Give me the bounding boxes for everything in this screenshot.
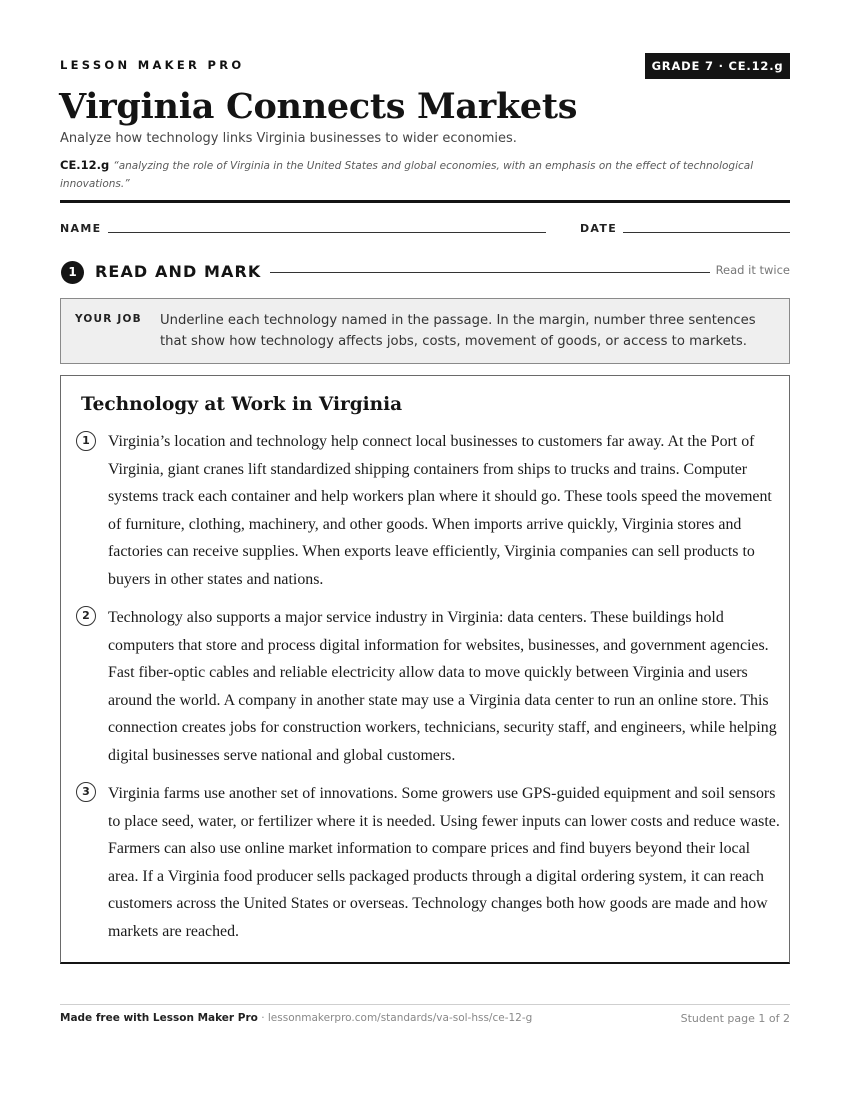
standard-code: CE.12.g	[60, 158, 110, 172]
instructions-label: YOUR JOB	[75, 313, 142, 325]
reading-passage	[60, 375, 790, 964]
section-divider	[270, 272, 710, 273]
section-title: READ AND MARK	[95, 262, 262, 281]
footer-credit	[60, 1012, 532, 1024]
page-subtitle: Analyze how technology links Virginia businesses to wider economies.	[60, 131, 517, 146]
instructions-box	[60, 298, 790, 364]
passage-paragraph: Technology also supports a major service industry in Virginia: data centers. These buildings hold computers that store and process digital information for websites, businesses, and government agencies. Fast fiber-optic cables and reliable electricity allow data to move quickly between Virginia and users around the world. A company in another state may use a Virginia data center to run an online store. This connection creates jobs for construction workers, technicians, security staff, and engineers, while helping digital businesses serve national and global customers.	[108, 609, 777, 764]
standard-description	[60, 156, 790, 193]
header-divider	[60, 200, 790, 203]
name-label: NAME	[60, 222, 102, 235]
standard-text: “analyzing the role of Virginia in the United States and global economies, with an emphasis on the effect of technological innovations.”	[60, 160, 754, 190]
footer-separator: ·	[257, 1012, 268, 1024]
date-field[interactable]	[623, 232, 790, 233]
section-number-badge: 1	[61, 261, 84, 284]
passage-paragraph: Virginia farms use another set of innovations. Some growers use GPS-guided equipment and soil sensors to place seed, water, or fertilizer where it is needed. Using fewer inputs can lower costs and reduce waste. Farmers can also use online market information to compare prices and find buyers beyond their local area. If a Virginia food producer sells packaged products through a digital ordering system, it can reach customers across the United States or overseas. Technology changes both how goods are made and how markets are reached.	[108, 785, 780, 940]
paragraph-number-badge: 2	[76, 606, 96, 626]
paragraph-number-badge: 1	[76, 431, 96, 451]
footer-url[interactable]: lessonmakerpro.com/standards/va-sol-hss/ce-12-g	[267, 1012, 533, 1024]
paragraph-number-badge: 3	[76, 782, 96, 802]
passage-title: Technology at Work in Virginia	[81, 394, 403, 415]
grade-badge: GRADE 7 · CE.12.g	[645, 53, 790, 79]
passage-paragraph: Virginia’s location and technology help connect local businesses to customers far away. At the Port of Virginia, giant cranes lift standardized shipping containers from ships to trucks and trains. Computer systems track each container and help workers plan where it should go. These tools speed the movement of furniture, clothing, machinery, and other goods. When imports arrive quickly, Virginia stores and factories can receive supplies. When exports leave efficiently, Virginia companies can sell products to buyers in other states and nations.	[108, 433, 772, 588]
section-note: Read it twice	[715, 263, 790, 277]
date-label: DATE	[580, 222, 618, 235]
footer-divider	[60, 1004, 790, 1005]
page-indicator: Student page 1 of 2	[680, 1012, 790, 1025]
name-field[interactable]	[108, 232, 546, 233]
instructions-text: Underline each technology named in the passage. In the margin, number three sentences that show how technology affects jobs, costs, movement of goods, or access to markets.	[160, 313, 756, 349]
brand-label: LESSON MAKER PRO	[60, 58, 245, 72]
footer-brand: Made free with Lesson Maker Pro	[60, 1012, 258, 1024]
page-title: Virginia Connects Markets	[59, 86, 578, 127]
